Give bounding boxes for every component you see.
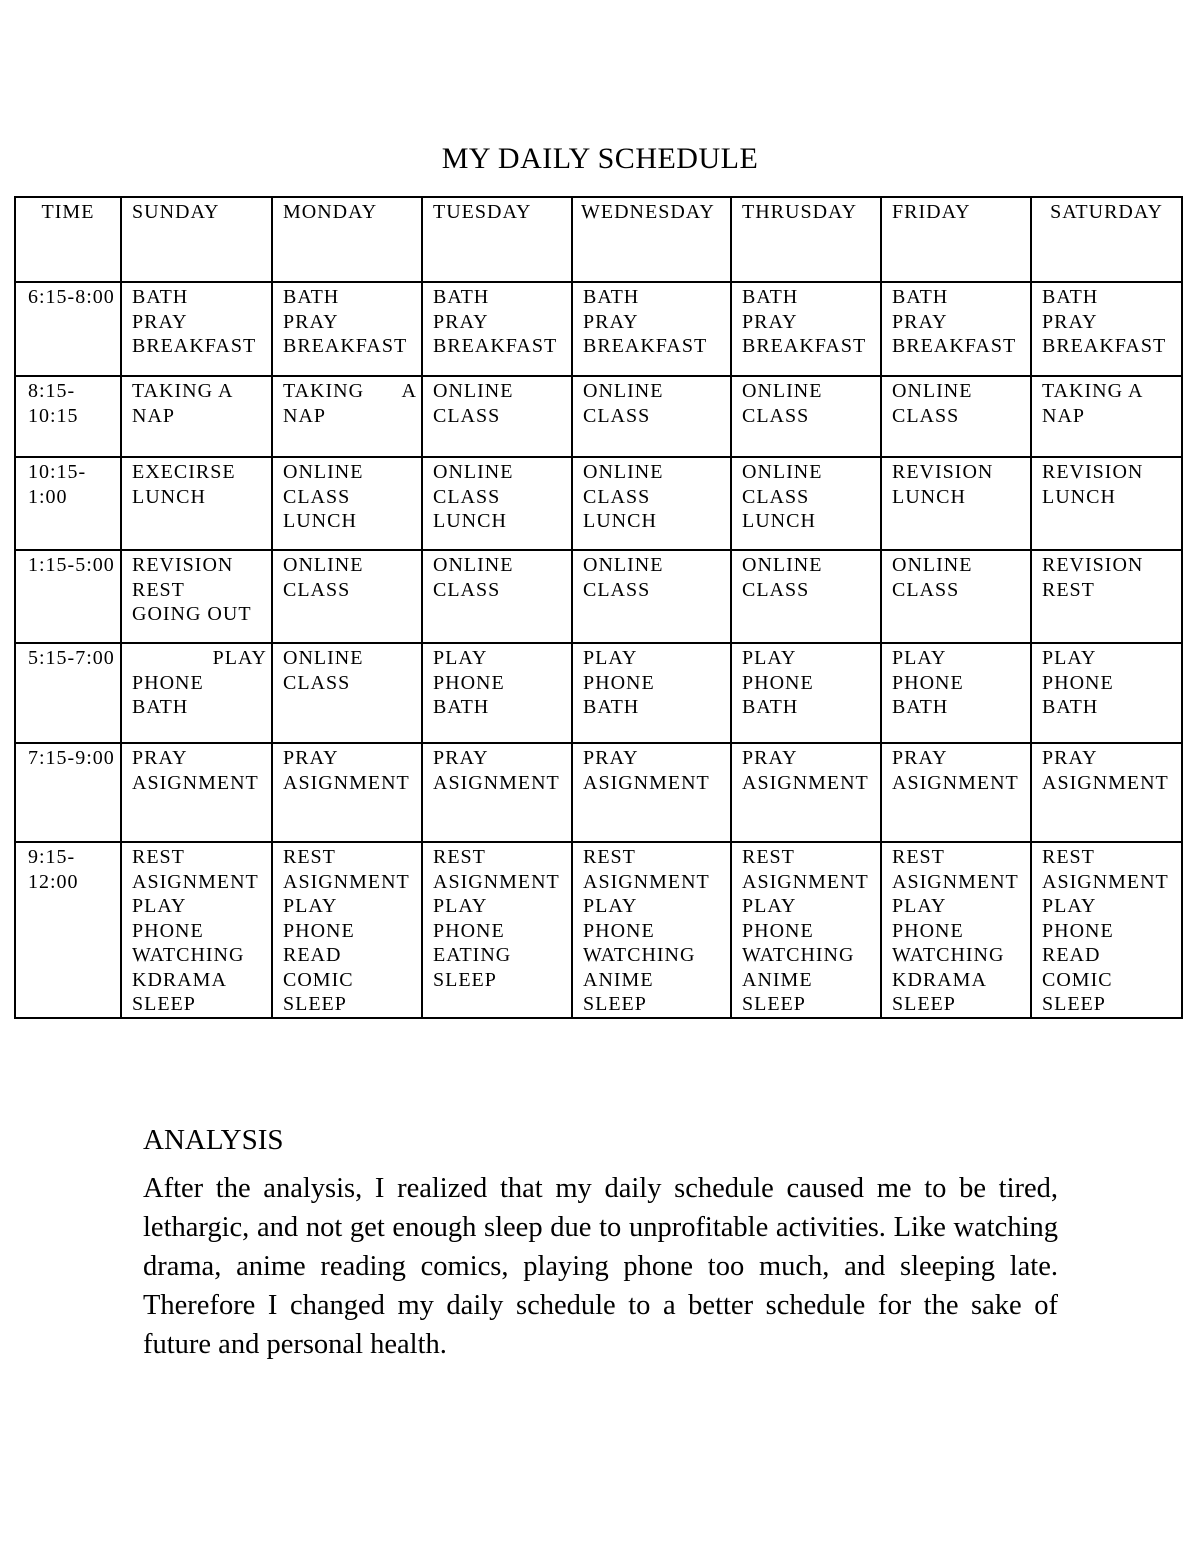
activity-line: PRAY: [433, 747, 489, 769]
activity-cell: [1031, 376, 1182, 457]
activity-line: SLEEP: [892, 993, 956, 1015]
activity-cell: [422, 842, 572, 1018]
activity-line: ONLINE: [742, 461, 823, 483]
activity-cell: [422, 743, 572, 842]
activity-line: PHONE: [892, 919, 964, 942]
activity-cell: [272, 282, 422, 376]
activity-line: ASIGNMENT: [132, 870, 259, 893]
activity-line: ONLINE: [433, 380, 514, 402]
activity-line: BATH: [583, 286, 640, 308]
activity-line: BREAKFAST: [892, 335, 1017, 357]
activity-line: BATH: [583, 696, 640, 718]
activity-line: PRAY: [283, 310, 339, 333]
activity-line: PLAY: [212, 647, 267, 669]
activity-line: ONLINE: [892, 554, 973, 576]
activity-line: PLAY: [892, 647, 947, 669]
activity-line: LUNCH: [132, 485, 206, 508]
activity-cell: [731, 550, 881, 643]
header-cell-friday: FRIDAY: [881, 197, 1031, 282]
activity-line: PLAY: [132, 895, 187, 917]
activity-line: PRAY: [742, 747, 798, 769]
activity-line: CLASS: [283, 578, 351, 601]
activity-line: ASIGNMENT: [283, 771, 410, 794]
schedule-table-body: [15, 197, 1182, 1018]
time-cell-line: 10:15: [28, 404, 79, 427]
activity-line: BATH: [132, 696, 189, 718]
table-row: [15, 457, 1182, 550]
activity-line: ASIGNMENT: [742, 771, 869, 794]
activity-line: BATH: [283, 286, 340, 308]
time-cell-line: 5:15-7:00: [28, 647, 115, 669]
activity-cell: [272, 376, 422, 457]
activity-line: PLAY: [583, 647, 638, 669]
activity-line: REST: [132, 578, 185, 601]
activity-line: CLASS: [742, 485, 810, 508]
time-cell-line: 8:15-: [28, 380, 76, 402]
time-cell-line: 10:15-: [28, 461, 87, 483]
activity-line: CLASS: [283, 485, 351, 508]
activity-line: ASIGNMENT: [1042, 870, 1169, 893]
activity-line: PHONE: [283, 919, 355, 942]
table-row: [15, 842, 1182, 1018]
activity-cell: [121, 842, 272, 1018]
header-cell-tuesday: TUESDAY: [422, 197, 572, 282]
activity-line: REST: [742, 846, 795, 868]
activity-cell: [1031, 743, 1182, 842]
activity-line: PRAY: [583, 310, 639, 333]
header-cell-thursday: THRUSDAY: [731, 197, 881, 282]
activity-line: PHONE: [433, 671, 505, 694]
activity-cell: [272, 842, 422, 1018]
activity-cell: [121, 743, 272, 842]
activity-line: PHONE: [132, 671, 204, 694]
activity-line: BATH: [742, 696, 799, 718]
header-cell-time: TIME: [15, 197, 121, 282]
time-cell-line: 7:15-9:00: [28, 747, 115, 769]
activity-cell: [731, 457, 881, 550]
activity-line: PLAY: [283, 895, 338, 917]
activity-line: ONLINE: [742, 380, 823, 402]
activity-cell: [731, 282, 881, 376]
activity-cell: [572, 842, 731, 1018]
activity-line: KDRAMA: [892, 968, 987, 991]
activity-line: PRAY: [1042, 310, 1098, 333]
activity-line: PHONE: [132, 919, 204, 942]
activity-line: PLAY: [1042, 895, 1097, 917]
activity-cell: [731, 743, 881, 842]
activity-cell: [1031, 550, 1182, 643]
activity-cell: [572, 282, 731, 376]
activity-cell: [881, 743, 1031, 842]
activity-line: PHONE: [742, 919, 814, 942]
activity-line: NAP: [132, 404, 176, 427]
activity-line: PLAY: [892, 895, 947, 917]
activity-line: COMIC: [283, 968, 354, 991]
activity-cell: [881, 550, 1031, 643]
activity-cell: [731, 643, 881, 743]
activity-line: REST: [583, 846, 636, 868]
activity-cell: [572, 550, 731, 643]
header-cell-saturday: SATURDAY: [1031, 197, 1182, 282]
time-cell: [15, 643, 121, 743]
activity-line: ONLINE: [742, 554, 823, 576]
activity-cell: [1031, 842, 1182, 1018]
time-cell-line: 1:15-5:00: [28, 554, 115, 576]
activity-line: REST: [132, 846, 185, 868]
table-header-row: [15, 197, 1182, 282]
table-row: [15, 376, 1182, 457]
activity-line: SLEEP: [132, 993, 196, 1015]
activity-cell: [121, 550, 272, 643]
activity-line: CLASS: [583, 485, 651, 508]
activity-line: CLASS: [433, 578, 501, 601]
activity-line: BREAKFAST: [283, 335, 408, 357]
activity-line: ONLINE: [583, 380, 664, 402]
activity-line: PRAY: [742, 310, 798, 333]
activity-line: WATCHING: [583, 944, 696, 966]
activity-line: PLAY: [1042, 647, 1097, 669]
activity-line: ASIGNMENT: [433, 870, 560, 893]
activity-line: ONLINE: [283, 647, 364, 669]
activity-cell: [272, 743, 422, 842]
activity-line: ONLINE: [583, 461, 664, 483]
time-cell: [15, 842, 121, 1018]
activity-line: EXECIRSE: [132, 461, 236, 483]
activity-line: WATCHING: [742, 944, 855, 966]
activity-line: BREAKFAST: [433, 335, 558, 357]
table-row: [15, 282, 1182, 376]
activity-line: PRAY: [892, 747, 948, 769]
table-row: [15, 743, 1182, 842]
table-row: [15, 643, 1182, 743]
activity-line: ONLINE: [892, 380, 973, 402]
time-cell-line: 1:00: [28, 485, 68, 508]
activity-line: REVISION: [892, 461, 994, 483]
analysis-heading: ANALYSIS: [143, 1124, 284, 1156]
activity-line: WATCHING: [892, 944, 1005, 966]
activity-line: REVISION: [132, 554, 234, 576]
activity-line: TAKING A: [132, 380, 234, 402]
activity-line: PLAY: [583, 895, 638, 917]
activity-line: PHONE: [583, 919, 655, 942]
activity-line: PHONE: [433, 919, 505, 942]
activity-cell: [731, 842, 881, 1018]
time-cell: [15, 743, 121, 842]
table-row: [15, 550, 1182, 643]
activity-cell: [881, 282, 1031, 376]
activity-cell: [1031, 457, 1182, 550]
activity-line: BREAKFAST: [1042, 335, 1167, 357]
activity-cell: [422, 376, 572, 457]
time-cell: [15, 282, 121, 376]
activity-cell: [1031, 643, 1182, 743]
activity-line: PLAY: [742, 647, 797, 669]
activity-line: EATING: [433, 944, 512, 966]
time-cell-line: 9:15-: [28, 846, 76, 868]
page-title: MY DAILY SCHEDULE: [441, 142, 759, 175]
activity-line: SLEEP: [1042, 993, 1106, 1015]
activity-line: LUNCH: [583, 510, 657, 532]
activity-line: ONLINE: [433, 461, 514, 483]
activity-line: BATH: [433, 286, 490, 308]
activity-cell: [881, 842, 1031, 1018]
activity-line: LUNCH: [892, 485, 966, 508]
activity-line: ONLINE: [433, 554, 514, 576]
activity-cell: [121, 643, 272, 743]
activity-line: PHONE: [1042, 919, 1114, 942]
activity-line: PLAY: [742, 895, 797, 917]
header-cell-monday: MONDAY: [272, 197, 422, 282]
activity-line: CLASS: [892, 578, 960, 601]
activity-line: ASIGNMENT: [583, 771, 710, 794]
activity-line: PHONE: [583, 671, 655, 694]
activity-line: ASIGNMENT: [433, 771, 560, 794]
time-cell-line: 12:00: [28, 870, 79, 893]
activity-line: WATCHING: [132, 944, 245, 966]
activity-line: BATH: [1042, 696, 1099, 718]
activity-cell: [731, 376, 881, 457]
activity-line: BREAKFAST: [583, 335, 708, 357]
activity-cell: [272, 643, 422, 743]
activity-line: TAKING A: [1042, 380, 1144, 402]
activity-line: REVISION: [1042, 461, 1144, 483]
activity-line: PLAY: [433, 895, 488, 917]
header-cell-sunday: SUNDAY: [121, 197, 272, 282]
activity-line: NAP: [1042, 404, 1086, 427]
activity-cell: [572, 743, 731, 842]
activity-cell: [881, 457, 1031, 550]
activity-line: REST: [283, 846, 336, 868]
activity-line: BATH: [892, 696, 949, 718]
activity-line: TAKING A: [283, 380, 417, 402]
activity-line: ASIGNMENT: [1042, 771, 1169, 794]
activity-line: CLASS: [742, 578, 810, 601]
activity-cell: [121, 376, 272, 457]
activity-line: CLASS: [892, 404, 960, 427]
activity-cell: [422, 457, 572, 550]
activity-line: CLASS: [583, 404, 651, 427]
activity-line: ANIME: [583, 968, 654, 991]
activity-line: SLEEP: [742, 993, 806, 1015]
activity-line: BATH: [132, 286, 189, 308]
activity-line: REVISION: [1042, 554, 1144, 576]
activity-line: REST: [433, 846, 486, 868]
activity-line: READ: [1042, 944, 1101, 966]
activity-line: SLEEP: [583, 993, 647, 1015]
activity-line: PRAY: [132, 310, 188, 333]
activity-line: PRAY: [1042, 747, 1098, 769]
activity-cell: [881, 643, 1031, 743]
activity-line: KDRAMA: [132, 968, 227, 991]
time-cell: [15, 376, 121, 457]
activity-cell: [121, 282, 272, 376]
activity-line: CLASS: [583, 578, 651, 601]
activity-line: LUNCH: [742, 510, 816, 532]
activity-line: BATH: [1042, 286, 1099, 308]
activity-cell: [572, 457, 731, 550]
activity-line: ONLINE: [283, 554, 364, 576]
activity-cell: [121, 457, 272, 550]
activity-line: ASIGNMENT: [583, 870, 710, 893]
activity-line: BREAKFAST: [132, 335, 257, 357]
activity-line: ASIGNMENT: [132, 771, 259, 794]
activity-cell: [881, 376, 1031, 457]
activity-line: CLASS: [283, 671, 351, 694]
activity-cell: [272, 550, 422, 643]
activity-line: PLAY: [433, 647, 488, 669]
activity-cell: [422, 550, 572, 643]
activity-line: ANIME: [742, 968, 813, 991]
activity-cell: [422, 282, 572, 376]
activity-line: CLASS: [433, 404, 501, 427]
activity-cell: [422, 643, 572, 743]
activity-line: PHONE: [892, 671, 964, 694]
activity-line: PHONE: [1042, 671, 1114, 694]
activity-line: BATH: [892, 286, 949, 308]
activity-line: LUNCH: [1042, 485, 1116, 508]
activity-cell: [1031, 282, 1182, 376]
analysis-section: [143, 1124, 1058, 1364]
header-cell-wednesday: WEDNESDAY: [572, 197, 731, 282]
activity-line: REST: [892, 846, 945, 868]
activity-line: ASIGNMENT: [742, 870, 869, 893]
activity-line: BATH: [742, 286, 799, 308]
activity-cell: [572, 643, 731, 743]
activity-line: PRAY: [132, 747, 188, 769]
activity-line: CLASS: [433, 485, 501, 508]
activity-line: ONLINE: [283, 461, 364, 483]
time-cell-line: 6:15-8:00: [28, 286, 115, 308]
activity-line: PRAY: [433, 310, 489, 333]
activity-line: LUNCH: [433, 510, 507, 532]
activity-line: PRAY: [583, 747, 639, 769]
activity-line: READ: [283, 944, 342, 966]
activity-line: ASIGNMENT: [892, 771, 1019, 794]
activity-line: SLEEP: [283, 993, 347, 1015]
activity-line: ASIGNMENT: [892, 870, 1019, 893]
activity-line: PRAY: [892, 310, 948, 333]
activity-line: PRAY: [283, 747, 339, 769]
activity-cell: [272, 457, 422, 550]
time-cell: [15, 550, 121, 643]
activity-line: COMIC: [1042, 968, 1113, 991]
activity-line: SLEEP: [433, 968, 497, 991]
activity-line: PHONE: [742, 671, 814, 694]
activity-line: LUNCH: [283, 510, 357, 532]
activity-line: GOING OUT: [132, 603, 252, 625]
activity-line: CLASS: [742, 404, 810, 427]
activity-line: BREAKFAST: [742, 335, 867, 357]
activity-line: BATH: [433, 696, 490, 718]
activity-line: REST: [1042, 846, 1095, 868]
activity-line: NAP: [283, 404, 327, 427]
activity-line: ASIGNMENT: [283, 870, 410, 893]
activity-line: ONLINE: [583, 554, 664, 576]
time-cell: [15, 457, 121, 550]
analysis-paragraph: After the analysis, I realized that my daily schedule caused me to be tired, lethargic, and not get enough sleep due to unprofitable activities. Like watching drama, anime reading comics, playing phone too much, and sleeping late. Therefore I changed my daily schedule to a better schedule for the sake of future and personal health.: [143, 1173, 1058, 1360]
schedule-table: [14, 196, 1183, 1019]
activity-cell: [572, 376, 731, 457]
activity-line: REST: [1042, 578, 1095, 601]
